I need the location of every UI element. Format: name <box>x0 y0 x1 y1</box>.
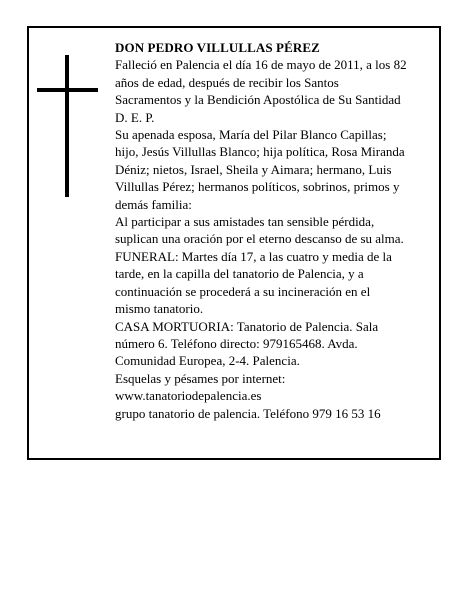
death-announcement-line: Sacramentos y la Bendición Apostólica de Su Santidad <box>115 92 401 108</box>
family-line: demás familia: <box>115 196 192 212</box>
funeral-line: tarde, en la capilla del tanatorio de Palencia, y a <box>115 266 364 282</box>
mortuary-line: Comunidad Europea, 2-4. Palencia. <box>115 353 300 369</box>
cross-horizontal-bar <box>37 88 98 92</box>
family-line: hijo, Jesús Villullas Blanco; hija política, Rosa Miranda <box>115 144 405 160</box>
family-line: Su apenada esposa, María del Pilar Blanco Capillas; <box>115 127 387 143</box>
website-line: www.tanatoriodepalencia.es <box>115 388 262 404</box>
mortuary-line: número 6. Teléfono directo: 979165468. Avda. <box>115 335 358 351</box>
rest-in-peace-line: D. E. P. <box>115 109 155 125</box>
death-announcement-line: años de edad, después de recibir los Santos <box>115 74 339 90</box>
cross-vertical-bar <box>65 55 69 197</box>
prayer-request-line: suplican una oración por el eterno descanso de su alma. <box>115 231 404 247</box>
funeral-line: FUNERAL: Martes día 17, a las cuatro y media de la <box>115 248 392 264</box>
family-line: Villullas Pérez; hermanos políticos, sobrinos, primos y <box>115 179 400 195</box>
latin-cross-icon <box>37 55 98 197</box>
funeral-line: mismo tanatorio. <box>115 301 204 317</box>
deceased-name: DON PEDRO VILLULLAS PÉREZ <box>115 40 320 55</box>
contact-line: grupo tanatorio de palencia. Teléfono 979 16 53 16 <box>115 405 381 421</box>
death-announcement-line: Falleció en Palencia el día 16 de mayo de 2011, a los 82 <box>115 57 407 73</box>
obituary-text <box>115 39 427 422</box>
condolences-line: Esquelas y pésames por internet: <box>115 370 286 386</box>
prayer-request-line: Al participar a sus amistades tan sensible pérdida, <box>115 214 375 230</box>
funeral-line: continuación se procederá a su incineración en el <box>115 283 371 299</box>
mortuary-line: CASA MORTUORIA: Tanatorio de Palencia. Sala <box>115 318 379 334</box>
family-line: Déniz; nietos, Israel, Sheila y Aimara; hermano, Luis <box>115 161 392 177</box>
